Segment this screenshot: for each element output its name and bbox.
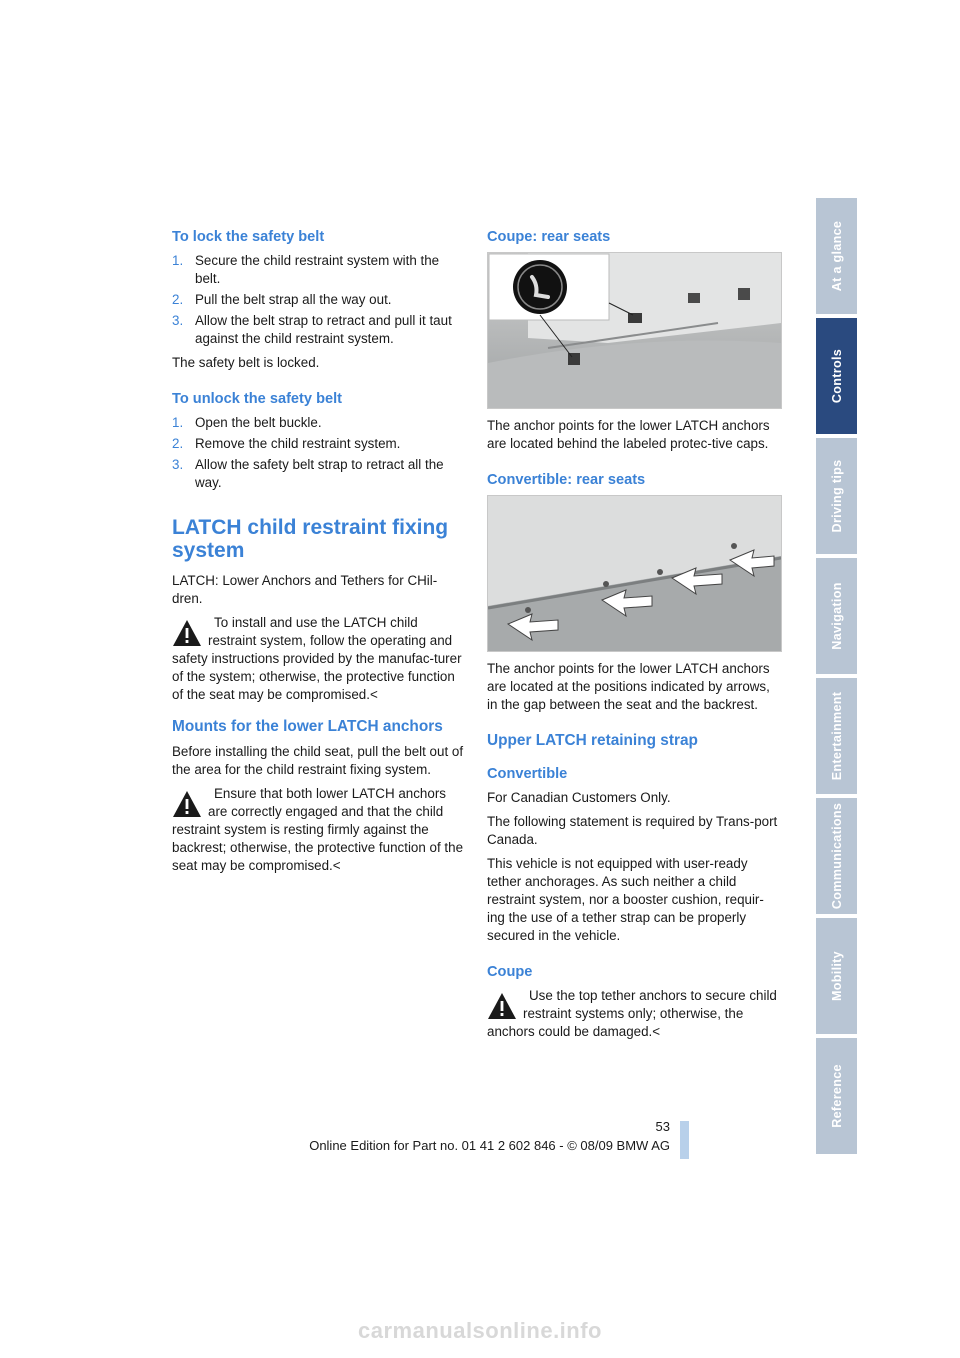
latch-warning: To install and use the LATCH child restraint system, follow the operating and safety instructions provided by the manufac-turer of the system; otherwise, the protective function of the seat may be compromised.< — [172, 615, 462, 702]
tab-entertainment[interactable]: Entertainment — [816, 678, 857, 794]
lock-steps-list — [172, 252, 464, 348]
warning-triangle-icon — [172, 619, 202, 647]
list-item: 2. Remove the child restraint system. — [172, 436, 401, 451]
tab-reference[interactable]: Reference — [816, 1038, 857, 1154]
coupe-rear-heading: Coupe: rear seats — [487, 229, 611, 245]
tab-mobility[interactable]: Mobility — [816, 918, 857, 1034]
warning-triangle-icon — [172, 790, 202, 818]
latch-intro-text: LATCH: Lower Anchors and Tethers for CHil-dren. — [172, 573, 438, 606]
mounts-warning: Ensure that both lower LATCH anchors are correctly engaged and that the child restraint system is resting firmly against the backrest; otherwise, the protective function of the seat may be compromised.< — [172, 786, 464, 873]
coupe-heading: Coupe — [487, 964, 533, 980]
tab-driving-tips[interactable]: Driving tips — [816, 438, 857, 554]
convertible-rear-seat-image — [487, 495, 782, 652]
lock-belt-heading: To lock the safety belt — [172, 229, 325, 245]
convertible-rear-heading: Convertible: rear seats — [487, 472, 646, 488]
unlock-belt-heading: To unlock the safety belt — [172, 391, 343, 407]
left-column — [172, 228, 464, 881]
list-item: 1. Open the belt buckle. — [172, 415, 322, 430]
convertible-heading: Convertible — [487, 766, 568, 782]
list-item: 2. Pull the belt strap all the way out. — [172, 292, 392, 307]
section-tabs — [816, 198, 857, 1158]
page-number: 53 — [655, 1119, 670, 1134]
tab-controls[interactable]: Controls — [816, 318, 857, 434]
tab-at-a-glance[interactable]: At a glance — [816, 198, 857, 314]
warning-triangle-icon — [487, 992, 517, 1020]
statement-required-text: The following statement is required by Trans-port Canada. — [487, 814, 778, 847]
list-item: 3. Allow the belt strap to retract and pull it taut against the child restraint system. — [172, 313, 452, 346]
right-column — [487, 228, 779, 1047]
tab-navigation[interactable]: Navigation — [816, 558, 857, 674]
watermark: carmanualsonline.info — [358, 1318, 602, 1343]
convertible-rear-text: The anchor points for the lower LATCH anchors are located at the positions indicated by arrows, in the gap between the seat and the backrest. — [487, 661, 770, 712]
lock-result-text: The safety belt is locked. — [172, 355, 320, 370]
coupe-rear-text: The anchor points for the lower LATCH anchors are located behind the labeled protec-tive caps. — [487, 418, 770, 451]
mounts-text: Before installing the child seat, pull the belt out of the area for the child restraint fixing system. — [172, 744, 464, 777]
unlock-steps-list — [172, 414, 464, 492]
canada-only-text: For Canadian Customers Only. — [487, 790, 671, 805]
mounts-heading: Mounts for the lower LATCH anchors — [172, 718, 443, 735]
tab-communications[interactable]: Communications — [816, 798, 857, 914]
footer-bar — [680, 1121, 689, 1159]
coupe-warning: Use the top tether anchors to secure child restraint systems only; otherwise, the anchors could be damaged.< — [487, 988, 777, 1039]
upper-latch-heading: Upper LATCH retaining strap — [487, 732, 698, 749]
latch-section-title: LATCH child restraint fixing system — [172, 516, 449, 562]
coupe-rear-seat-image — [487, 252, 782, 409]
list-item: 3. Allow the safety belt strap to retract all the way. — [172, 457, 444, 490]
statement-text: This vehicle is not equipped with user-ready tether anchorages. As such neither a child restraint system, nor a booster cushion, requir-ing the use of a tether strap can be properly secured in the vehicle. — [487, 856, 764, 943]
list-item: 1. Secure the child restraint system with the belt. — [172, 253, 440, 286]
footer-text: Online Edition for Part no. 01 41 2 602 846 - © 08/09 BMW AG — [309, 1138, 670, 1153]
